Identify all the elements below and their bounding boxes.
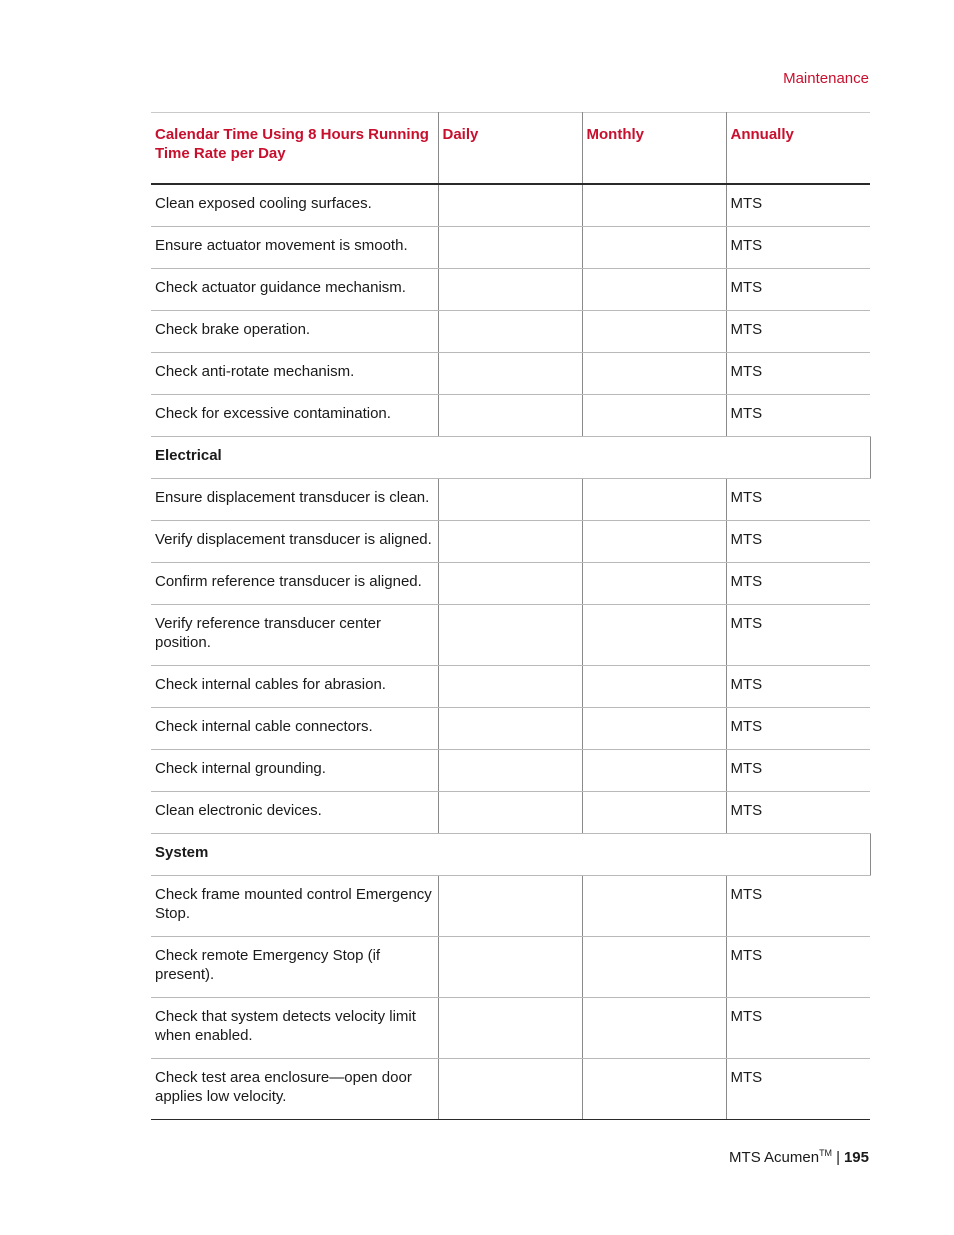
- maintenance-schedule-table: [151, 112, 871, 1120]
- daily-cell: [438, 708, 582, 750]
- column-header-monthly: Monthly: [582, 113, 726, 185]
- annually-cell: MTS: [726, 708, 870, 750]
- annually-cell: MTS: [726, 395, 870, 437]
- monthly-cell: [582, 479, 726, 521]
- annually-cell: MTS: [726, 184, 870, 227]
- task-cell: Check internal grounding.: [151, 750, 438, 792]
- annually-cell: MTS: [726, 876, 870, 937]
- daily-cell: [438, 479, 582, 521]
- annually-cell: MTS: [726, 937, 870, 998]
- task-cell: Check that system detects velocity limit when enabled.: [151, 998, 438, 1059]
- monthly-cell: [582, 750, 726, 792]
- daily-cell: [438, 395, 582, 437]
- column-header-annually: Annually: [726, 113, 870, 185]
- monthly-cell: [582, 1059, 726, 1120]
- table-row: [151, 521, 870, 563]
- table-row: [151, 708, 870, 750]
- page-footer: [729, 1148, 869, 1166]
- monthly-cell: [582, 666, 726, 708]
- daily-cell: [438, 269, 582, 311]
- annually-cell: MTS: [726, 1059, 870, 1120]
- annually-cell: MTS: [726, 353, 870, 395]
- task-cell: Verify reference transducer center position.: [151, 605, 438, 666]
- task-cell: Check frame mounted control Emergency Stop.: [151, 876, 438, 937]
- product-name: MTS Acumen: [729, 1149, 820, 1166]
- group-header-row-electrical: [151, 437, 870, 479]
- table-row: [151, 666, 870, 708]
- daily-cell: [438, 311, 582, 353]
- table-row: [151, 876, 870, 937]
- monthly-cell: [582, 227, 726, 269]
- group-header-row-system: [151, 834, 870, 876]
- monthly-cell: [582, 395, 726, 437]
- table-row: [151, 792, 870, 834]
- table-row: [151, 479, 870, 521]
- task-cell: Check test area enclosure—open door applies low velocity.: [151, 1059, 438, 1120]
- annually-cell: MTS: [726, 792, 870, 834]
- group-title: Electrical: [151, 437, 870, 479]
- task-cell: Check anti-rotate mechanism.: [151, 353, 438, 395]
- daily-cell: [438, 605, 582, 666]
- table-row: [151, 937, 870, 998]
- monthly-cell: [582, 792, 726, 834]
- table-row: [151, 184, 870, 227]
- daily-cell: [438, 792, 582, 834]
- task-cell: Confirm reference transducer is aligned.: [151, 563, 438, 605]
- table-row: [151, 998, 870, 1059]
- footer-separator: |: [836, 1149, 840, 1166]
- annually-cell: MTS: [726, 311, 870, 353]
- table-row: [151, 605, 870, 666]
- group-title: System: [151, 834, 870, 876]
- daily-cell: [438, 666, 582, 708]
- table-row: [151, 395, 870, 437]
- monthly-cell: [582, 937, 726, 998]
- monthly-cell: [582, 563, 726, 605]
- daily-cell: [438, 521, 582, 563]
- daily-cell: [438, 353, 582, 395]
- task-cell: Clean electronic devices.: [151, 792, 438, 834]
- table-row: [151, 353, 870, 395]
- monthly-cell: [582, 605, 726, 666]
- table-row: [151, 227, 870, 269]
- table-row: [151, 750, 870, 792]
- annually-cell: MTS: [726, 479, 870, 521]
- daily-cell: [438, 998, 582, 1059]
- column-header-task: Calendar Time Using 8 Hours Running Time Rate per Day: [151, 113, 438, 185]
- task-cell: Verify displacement transducer is aligned.: [151, 521, 438, 563]
- task-cell: Check brake operation.: [151, 311, 438, 353]
- table-row: [151, 563, 870, 605]
- daily-cell: [438, 876, 582, 937]
- annually-cell: MTS: [726, 998, 870, 1059]
- task-cell: Clean exposed cooling surfaces.: [151, 184, 438, 227]
- task-cell: Ensure actuator movement is smooth.: [151, 227, 438, 269]
- task-cell: Check actuator guidance mechanism.: [151, 269, 438, 311]
- task-cell: Check remote Emergency Stop (if present).: [151, 937, 438, 998]
- annually-cell: MTS: [726, 227, 870, 269]
- daily-cell: [438, 1059, 582, 1120]
- monthly-cell: [582, 708, 726, 750]
- column-header-daily: Daily: [438, 113, 582, 185]
- page-number: 195: [843, 1149, 869, 1166]
- section-header: Maintenance: [783, 70, 869, 87]
- annually-cell: MTS: [726, 605, 870, 666]
- annually-cell: MTS: [726, 563, 870, 605]
- table-header-row: [151, 113, 870, 185]
- daily-cell: [438, 563, 582, 605]
- annually-cell: MTS: [726, 666, 870, 708]
- annually-cell: MTS: [726, 521, 870, 563]
- monthly-cell: [582, 269, 726, 311]
- task-cell: Check internal cables for abrasion.: [151, 666, 438, 708]
- monthly-cell: [582, 876, 726, 937]
- daily-cell: [438, 937, 582, 998]
- table-row: [151, 311, 870, 353]
- daily-cell: [438, 184, 582, 227]
- task-cell: Check internal cable connectors.: [151, 708, 438, 750]
- annually-cell: MTS: [726, 269, 870, 311]
- monthly-cell: [582, 311, 726, 353]
- monthly-cell: [582, 184, 726, 227]
- task-cell: Ensure displacement transducer is clean.: [151, 479, 438, 521]
- table-row: [151, 269, 870, 311]
- daily-cell: [438, 227, 582, 269]
- daily-cell: [438, 750, 582, 792]
- task-cell: Check for excessive contamination.: [151, 395, 438, 437]
- annually-cell: MTS: [726, 750, 870, 792]
- table-row: [151, 1059, 870, 1120]
- monthly-cell: [582, 353, 726, 395]
- monthly-cell: [582, 998, 726, 1059]
- monthly-cell: [582, 521, 726, 563]
- trademark-mark: TM: [819, 1148, 833, 1158]
